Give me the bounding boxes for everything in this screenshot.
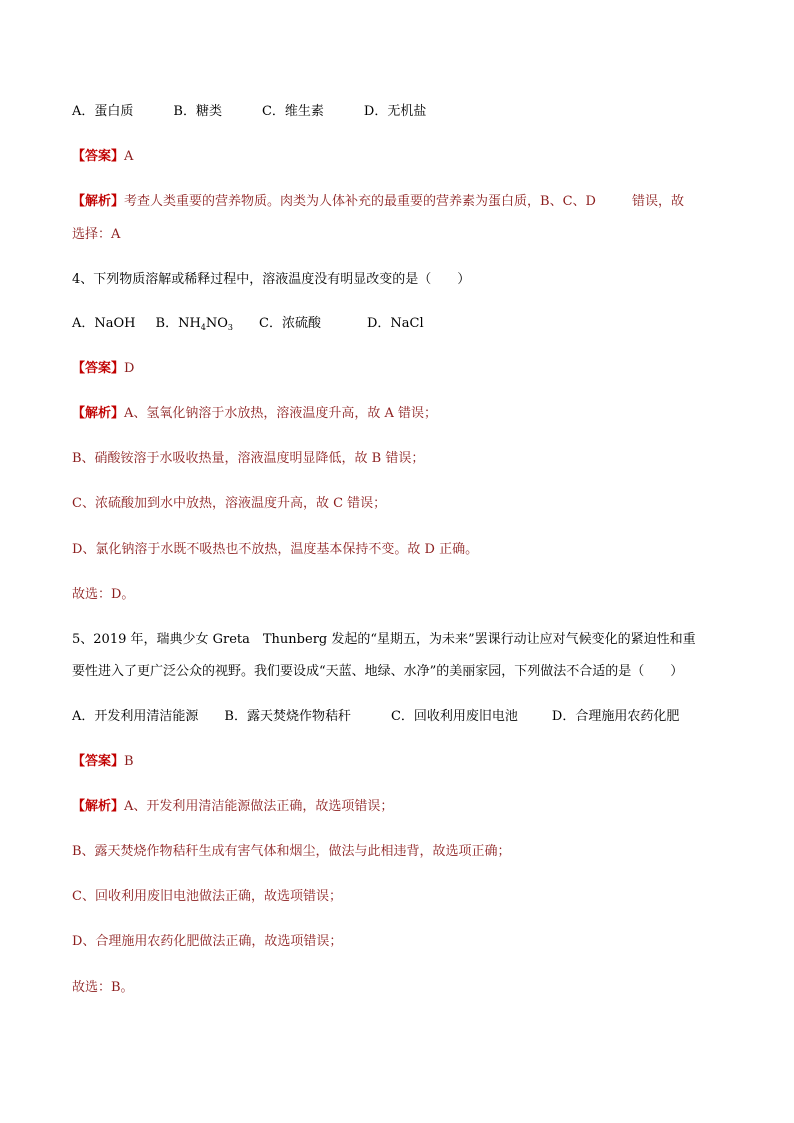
q3-option-b: B．糖类: [173, 104, 222, 119]
q4-analysis-line-2: B、硝酸铵溶于水吸收热量，溶液温度明显降低，故 B 错误；: [72, 451, 425, 466]
q4-analysis-text: A、氢氧化钠溶于水放热，溶液温度升高，故 A 错误；: [124, 406, 438, 421]
q4-answer-value: D: [124, 361, 135, 376]
q5-stem-line-2: 要性进入了更广泛公众的视野。我们要设成“天蓝、地绿、水净”的美丽家园，下列做法不合适的是（ ）: [72, 664, 684, 679]
q5-analysis-text: A、开发利用清洁能源做法正确，故选项错误；: [124, 799, 394, 814]
q5-stem-line-1: 5、2019 年，瑞典少女 Greta Thunberg 发起的“星期五，为未来”罢课行动让应对气候变化的紧迫性和重: [72, 632, 696, 647]
q5-analysis-line-2: B、露天焚烧作物秸秆生成有害气体和烟尘，做法与此相违背，故选项正确；: [72, 844, 511, 859]
q5-option-a: A．开发利用清洁能源: [72, 709, 199, 724]
q3-answer: [72, 149, 710, 165]
q5-analysis-line-4: D、合理施用农药化肥做法正确，故选项错误；: [72, 934, 343, 949]
q5-option-c: C．回收利用废旧电池: [390, 709, 518, 724]
q3-analysis-text: 考查人类重要的营养物质。肉类为人体补充的最重要的营养素为蛋白质，B、C、D: [124, 194, 596, 209]
q5-analysis-line-3: C、回收利用废旧电池做法正确，故选项错误；: [72, 889, 342, 904]
answer-tag: 【答案】: [72, 361, 125, 376]
q5-option-b: B．露天焚烧作物秸秆: [224, 709, 351, 724]
answer-tag: 【答案】: [72, 754, 125, 769]
q4-analysis-line-1: [72, 406, 710, 422]
q4-option-a: A．NaOH: [72, 316, 136, 331]
q4-analysis-line-3: C、浓硫酸加到水中放热，溶液温度升高，故 C 错误；: [72, 496, 387, 511]
q5-option-d: D．合理施用农药化肥: [551, 709, 680, 724]
q3-option-a: A．蛋白质: [72, 104, 134, 119]
q4-option-c: C．浓硫酸: [259, 316, 321, 331]
q3-analysis-text-end: 错误，故: [631, 194, 684, 209]
q5-answer-value: B: [124, 754, 134, 769]
q4-analysis-line-4: D、氯化钠溶于水既不吸热也不放热，温度基本保持不变。故 D 正确。: [72, 542, 479, 557]
q5-answer: [72, 754, 710, 770]
analysis-tag: 【解析】: [72, 194, 125, 209]
q5-options: [72, 709, 710, 725]
q5-analysis-line-1: [72, 799, 710, 815]
q3-analysis-line-2: 选择：A: [72, 227, 121, 242]
q4-stem: 4、下列物质溶解或稀释过程中，溶液温度没有明显改变的是（ ）: [72, 272, 471, 287]
q3-options: [72, 104, 710, 120]
q4-options: [72, 316, 710, 332]
q4-answer: [72, 361, 710, 377]
answer-tag: 【答案】: [72, 149, 125, 164]
analysis-tag: 【解析】: [72, 406, 125, 421]
q4-conclusion: 故选：D。: [72, 587, 135, 602]
q3-analysis-line-1: [72, 194, 710, 210]
q5-conclusion: 故选：B。: [72, 980, 134, 995]
q4-option-b: B．$NH_4NO_3$: [155, 316, 234, 332]
q3-option-d: D．无机盐: [363, 104, 427, 119]
analysis-tag: 【解析】: [72, 799, 125, 814]
q4-option-d: D．NaCl: [366, 316, 424, 331]
q3-answer-value: A: [124, 149, 134, 164]
q3-option-c: C．维生素: [261, 104, 324, 119]
